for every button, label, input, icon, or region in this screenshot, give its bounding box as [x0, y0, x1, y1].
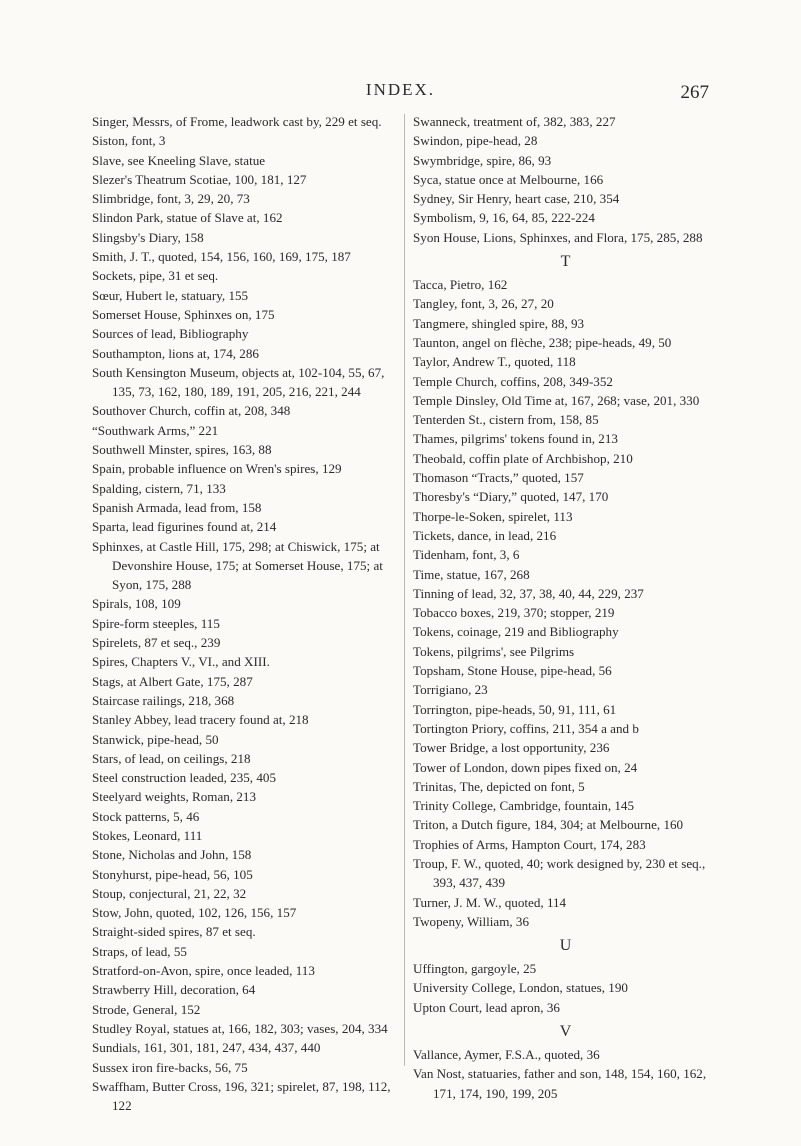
index-entry: Straps, of lead, 55 — [92, 943, 187, 959]
index-entry: Spires, Chapters V., VI., and XIII. — [92, 654, 270, 670]
page-number: 267 — [680, 82, 709, 103]
index-entry: Thoresby's “Diary,” quoted, 147, 170 — [413, 489, 609, 505]
index-entry: Torrigiano, 23 — [413, 682, 488, 698]
index-entry: Tidenham, font, 3, 6 — [413, 547, 520, 563]
index-entry: “Southwark Arms,” 221 — [92, 422, 219, 438]
index-entry: Slimbridge, font, 3, 29, 20, 73 — [92, 191, 250, 207]
index-entry: Stags, at Albert Gate, 175, 287 — [92, 673, 253, 689]
index-entry: Strawberry Hill, decoration, 64 — [92, 982, 256, 998]
index-entry: Taylor, Andrew T., quoted, 118 — [413, 354, 576, 370]
index-entry: Swaffham, Butter Cross, 196, 321; spirelet, 87, 198, 112, 122 — [92, 1078, 394, 1114]
index-entry: Trophies of Arms, Hampton Court, 174, 283 — [413, 836, 646, 852]
index-entry: Singer, Messrs, of Frome, leadwork cast by, 229 et seq. — [92, 114, 382, 129]
section-letter: T — [560, 253, 571, 271]
index-entry: Steelyard weights, Roman, 213 — [92, 789, 257, 805]
index-entry: Somerset House, Sphinxes on, 175 — [92, 306, 275, 322]
index-entry: Temple Church, coffins, 208, 349-352 — [413, 373, 613, 389]
index-entry: Tokens, pilgrims', see Pilgrims — [413, 643, 575, 659]
page-header — [0, 77, 801, 107]
index-entry: Straight-sided spires, 87 et seq. — [92, 924, 256, 940]
index-entry: Symbolism, 9, 16, 64, 85, 222-224 — [413, 210, 595, 226]
index-entry: University College, London, statues, 190 — [413, 980, 628, 996]
index-entry: Stone, Nicholas and John, 158 — [92, 847, 252, 863]
index-entry: Strode, General, 152 — [92, 1001, 201, 1017]
index-entry: Turner, J. M. W., quoted, 114 — [413, 894, 567, 910]
index-entry: Stonyhurst, pipe-head, 56, 105 — [92, 866, 253, 882]
index-entry: Stratford-on-Avon, spire, once leaded, 113 — [92, 963, 315, 979]
index-entry: Staircase railings, 218, 368 — [92, 692, 235, 708]
index-entry: Syca, statue once at Melbourne, 166 — [413, 171, 604, 187]
index-entry: Trinity College, Cambridge, fountain, 145 — [413, 798, 635, 814]
index-entry: Spain, probable influence on Wren's spires, 129 — [92, 461, 342, 477]
column-divider — [404, 114, 405, 1066]
index-entry: South Kensington Museum, objects at, 102-104, 55, 67, 135, 73, 162, 180, 189, 191, 205, 216, 221, 244 — [92, 364, 388, 400]
index-entry: Topsham, Stone House, pipe-head, 56 — [413, 663, 612, 679]
index-entry: Stanwick, pipe-head, 50 — [92, 731, 219, 747]
index-entry: Tenterden St., cistern from, 158, 85 — [413, 412, 599, 428]
index-entry: Sphinxes, at Castle Hill, 175, 298; at Chiswick, 175; at Devonshire House, 175; at Somerset House, 175; at Syon, 175, 288 — [92, 538, 387, 593]
index-entry: Siston, font, 3 — [92, 133, 166, 149]
index-entry: Time, statue, 167, 268 — [413, 566, 530, 582]
index-entry: Sockets, pipe, 31 et seq. — [92, 268, 219, 284]
index-entry: Slave, see Kneeling Slave, statue — [92, 152, 266, 168]
index-entry: Spire-form steeples, 115 — [92, 615, 220, 631]
index-entry: Torrington, pipe-heads, 50, 91, 111, 61 — [413, 701, 617, 717]
index-entry: Theobald, coffin plate of Archbishop, 210 — [413, 450, 633, 466]
index-entry: Tangmere, shingled spire, 88, 93 — [413, 315, 585, 331]
index-entry: Tortington Priory, coffins, 211, 354 a and b — [413, 720, 639, 736]
index-entry: Southampton, lions at, 174, 286 — [92, 345, 259, 361]
index-entry: Swanneck, treatment of, 382, 383, 227 — [413, 114, 616, 129]
index-column-right — [413, 112, 718, 1103]
index-entry: Smith, J. T., quoted, 154, 156, 160, 169, 175, 187 — [92, 249, 351, 265]
index-entry: Southwell Minster, spires, 163, 88 — [92, 442, 272, 458]
index-entry: Sparta, lead figurines found at, 214 — [92, 519, 277, 535]
index-entry: Slezer's Theatrum Scotiae, 100, 181, 127 — [92, 171, 307, 187]
index-entry: Stock patterns, 5, 46 — [92, 808, 200, 824]
index-entry: Van Nost, statuaries, father and son, 148, 154, 160, 162, 171, 174, 190, 199, 205 — [413, 1066, 710, 1101]
index-entry: Spalding, cistern, 71, 133 — [92, 480, 226, 496]
index-entry: Tower of London, down pipes fixed on, 24 — [413, 759, 638, 775]
index-entry: Swymbridge, spire, 86, 93 — [413, 152, 552, 168]
index-entry: Sundials, 161, 301, 181, 247, 434, 437, 440 — [92, 1040, 321, 1056]
index-entry: Stars, of lead, on ceilings, 218 — [92, 750, 251, 766]
index-entry: Tokens, coinage, 219 and Bibliography — [413, 624, 619, 640]
index-entry: Vallance, Aymer, F.S.A., quoted, 36 — [413, 1047, 600, 1063]
index-entry: Southover Church, coffin at, 208, 348 — [92, 403, 291, 419]
index-entry: Stow, John, quoted, 102, 126, 156, 157 — [92, 905, 297, 921]
index-entry: Spanish Armada, lead from, 158 — [92, 499, 262, 515]
section-letter: U — [559, 937, 572, 955]
index-entry: Taunton, angel on flèche, 238; pipe-heads, 49, 50 — [413, 334, 672, 350]
index-entry: Sussex iron fire-backs, 56, 75 — [92, 1059, 248, 1075]
index-entry: Swindon, pipe-head, 28 — [413, 133, 538, 149]
index-entry: Spirals, 108, 109 — [92, 596, 181, 612]
index-entry: Slingsby's Diary, 158 — [92, 229, 204, 245]
index-entry: Triton, a Dutch figure, 184, 304; at Melbourne, 160 — [413, 817, 684, 833]
index-entry: Sœur, Hubert le, statuary, 155 — [92, 287, 249, 303]
index-entry: Thames, pilgrims' tokens found in, 213 — [413, 431, 618, 447]
index-entry: Tickets, dance, in lead, 216 — [413, 527, 557, 543]
index-entry: Tacca, Pietro, 162 — [413, 277, 508, 293]
index-entry: Twopeny, William, 36 — [413, 913, 530, 929]
index-entry: Sydney, Sir Henry, heart case, 210, 354 — [413, 191, 620, 207]
index-entry: Steel construction leaded, 235, 405 — [92, 770, 276, 786]
index-column-left — [92, 112, 398, 1115]
index-entry: Trinitas, The, depicted on font, 5 — [413, 778, 585, 794]
index-entry: Thorpe-le-Soken, spirelet, 113 — [413, 508, 573, 524]
page-title: INDEX. — [365, 80, 436, 99]
index-entry: Upton Court, lead apron, 36 — [413, 999, 560, 1015]
index-entry: Tobacco boxes, 219, 370; stopper, 219 — [413, 605, 615, 621]
index-entry: Stoup, conjectural, 21, 22, 32 — [92, 885, 247, 901]
index-entry: Uffington, gargoyle, 25 — [413, 961, 537, 977]
index-entry: Slindon Park, statue of Slave at, 162 — [92, 210, 283, 226]
index-entry: Troup, F. W., quoted, 40; work designed by, 230 et seq., 393, 437, 439 — [413, 855, 709, 891]
index-entry: Tangley, font, 3, 26, 27, 20 — [413, 296, 554, 312]
index-entry: Stokes, Leonard, 111 — [92, 827, 203, 843]
index-entry: Tower Bridge, a lost opportunity, 236 — [413, 740, 610, 756]
index-entry: Studley Royal, statues at, 166, 182, 303; vases, 204, 334 — [92, 1020, 388, 1036]
index-entry: Tinning of lead, 32, 37, 38, 40, 44, 229, 237 — [413, 585, 644, 601]
index-entry: Sources of lead, Bibliography — [92, 326, 249, 342]
section-letter: V — [559, 1023, 572, 1041]
index-entry: Stanley Abbey, lead tracery found at, 218 — [92, 712, 309, 728]
index-entry: Thomason “Tracts,” quoted, 157 — [413, 470, 584, 486]
index-entry: Spirelets, 87 et seq., 239 — [92, 635, 221, 651]
index-entry: Syon House, Lions, Sphinxes, and Flora, 175, 285, 288 — [413, 229, 703, 245]
index-entry: Temple Dinsley, Old Time at, 167, 268; vase, 201, 330 — [413, 392, 700, 408]
